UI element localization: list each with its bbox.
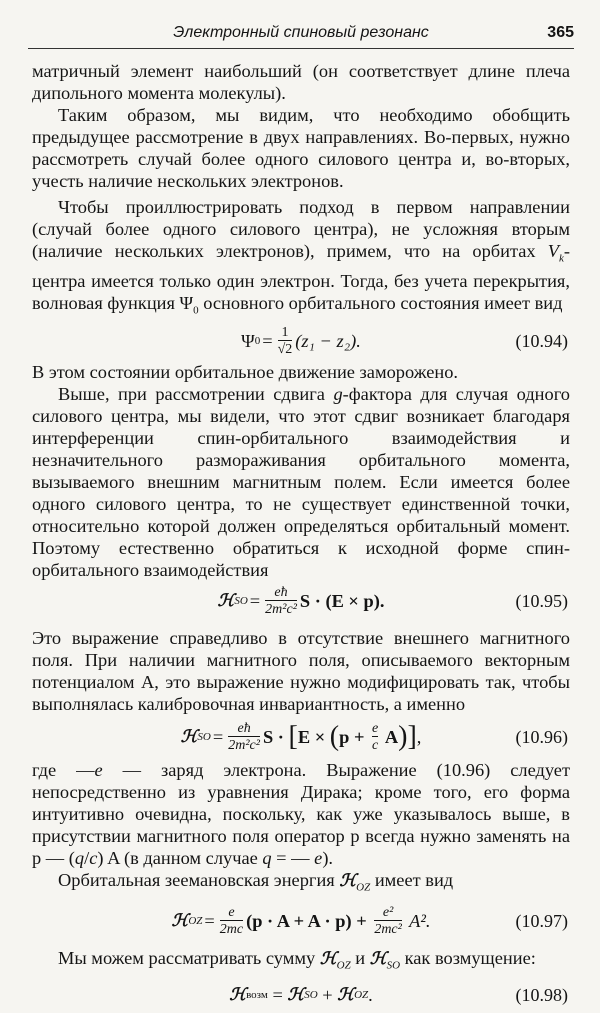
hamiltonian-symbol: ℋ [180,727,198,748]
text-span: и [350,948,370,969]
eq-sign: = [262,331,273,352]
eq-rhs: E × [297,727,330,748]
eq-rhs: S · [262,727,289,748]
text-span: = — [271,848,315,869]
page-number: 365 [547,24,574,41]
text-span: как возмущение: [400,948,536,969]
eq-lhs-sub: SO [197,731,211,744]
paragraph-7 [32,759,570,869]
subscript-0: 0 [193,304,199,317]
text-span: Мы можем рассматривать сумму [58,948,320,969]
hamiltonian-symbol: ℋ [339,871,357,892]
symbol-e: e [314,848,323,869]
hamiltonian-symbol: ℋ [229,984,247,1005]
eq-lhs-sub: OZ [188,915,203,928]
symbol-q: q [262,848,272,869]
frac-num: e² [382,905,394,921]
page-header [28,22,574,49]
frac-num: eħ [274,585,288,601]
text-span: Орбитальная зеемановская энергия [58,870,340,891]
eq-fraction [265,585,297,617]
paragraph-6: Это выражение справедливо в отсутствие внешнего магнитного поля. При наличии магнитного поля, описываемого векторным потенциалом A, это выражение нужно модифицировать так, чтобы выполнялась калибровочная инвариантность, а именно [32,628,570,715]
text-span: / [84,848,90,869]
symbol-e: e [94,760,103,781]
equation-number: (10.94) [515,331,568,352]
text-span: ). [322,848,334,869]
eq-sign: = [249,591,261,612]
eq-rhs: A [381,727,399,748]
eq-end: , [416,727,422,748]
eq-sub: SO [304,988,318,1001]
paragraph-1: матричный элемент наибольший (он соответствует длине плеча дипольного момента молекулы). [32,61,570,103]
frac-num: 1 [281,325,289,341]
subscript: OZ [336,959,351,972]
eq-end: . [368,984,373,1005]
eq-lhs-sub: 0 [254,335,261,348]
text-span: -фактора для случая одного силового центра, мы видели, что этот сдвиг возникает благодаря интерференции спин-орбитального взаимодействия и незначительного размораживания орбитального момента, вызываемого внешним магнитным полем. Если имеется более одного силового центра, то не существует единственной точки, относительно которой должен определяться орбитальный момент. Поэтому естественно обратиться к исходной форме спин-орбитального взаимодействия [32,384,571,581]
hamiltonian-symbol: ℋ [369,949,387,970]
frac-den: 2mc² [374,922,402,938]
eq-sign: = [212,727,224,748]
eq-plus: + [317,984,338,1005]
eq-lhs-sub: возм [246,988,268,1001]
hamiltonian-symbol: ℋ [217,591,235,612]
equation-10-95 [32,581,570,621]
hamiltonian-symbol: ℋ [337,984,355,1005]
frac-den: c [372,738,379,754]
hamiltonian-symbol: ℋ [287,984,305,1005]
equation-10-96 [32,715,570,759]
eq-lhs-sub: SO [234,595,248,608]
equation-10-94 [32,321,570,361]
hamiltonian-symbol: ℋ [171,911,189,932]
text-span: — заряд электрона. Выражение (10.96) следует непосредственно из уравнения Дирака; кроме того, его форма интуитивно очевидна, поскольку, как уже указывалось выше, в присутствии магнитного поля оператор p всегда нужно заменять на p — ( [32,760,570,869]
text-span: основного орбитального состояния имеет вид [198,292,563,313]
eq-rhs: A². [404,911,431,932]
running-title: Электронный спиновый резонанс [173,24,429,41]
symbol-g: g [333,384,343,405]
eq-rhs: p + [339,727,370,748]
right-paren: ) [398,721,408,753]
paragraph-4: В этом состоянии орбитальное движение заморожено. [32,362,459,383]
paragraph-9 [32,947,570,977]
equation-10-97 [32,899,570,943]
subscript: OZ [356,882,371,895]
eq-fraction [278,325,293,357]
eq-rhs: S · (E × p). [299,591,385,612]
eq-rhs: (p · A + A · p) + [246,911,372,932]
equation-number: (10.96) [515,727,568,748]
left-paren: ( [329,721,340,753]
paragraph-5 [32,383,570,581]
frac-num: e [372,721,379,737]
hamiltonian-symbol: ℋ [319,949,337,970]
eq-sign: = [267,984,288,1005]
paragraph-2: Таким образом, мы видим, что необходимо обобщить предыдущее рассмотрение в двух направлениях. Во-первых, нужно рассмотреть случай более одного силового центра и, во-вторых, учесть наличие нескольких электронов. [32,105,570,191]
eq-lhs: Ψ [241,331,255,352]
eq-sign: = [204,911,215,932]
text-span: ) A (в данном случае [97,848,263,869]
text-span: -центра имеется только один электрон. Тогда, без учета перекрытия, волновая функция Ψ [32,241,570,313]
subscript: SO [386,959,401,972]
eq-fraction [372,721,378,753]
eq-fraction [374,905,402,937]
text-span: где — [32,760,95,781]
eq-sub: OZ [354,988,369,1001]
equation-10-98 [32,977,570,1013]
equation-number: (10.98) [515,984,568,1005]
text-span: имеет вид [370,870,454,891]
left-bracket: [ [288,721,298,753]
eq-fraction [228,721,260,753]
frac-den: 2m²c² [265,602,297,618]
equation-number: (10.95) [515,591,568,612]
frac-den: √2 [277,342,293,358]
text-span: Чтобы проиллюстрировать подход в первом направлении (случай более одного силового центра), не усложняя вторым (наличие нескольких электронов), примем, что на орбитах [32,197,570,261]
paragraph-3 [32,196,570,321]
symbol-q: q [74,848,85,869]
right-bracket: ] [407,721,417,753]
frac-num: e [228,905,235,921]
frac-num: eħ [237,721,251,737]
eq-fraction [220,905,243,937]
equation-number: (10.97) [515,911,568,932]
paragraph-8 [32,869,570,899]
frac-den: 2mc [219,922,244,938]
frac-den: 2m²c² [228,738,260,754]
symbol-c: c [89,848,98,869]
text-span: Выше, при рассмотрении сдвига [58,384,334,405]
symbol-v: V [547,241,559,261]
page-body [32,60,570,1013]
eq-rhs: (z₁ − z₂). [295,331,361,352]
subscript-k: k [558,252,564,265]
